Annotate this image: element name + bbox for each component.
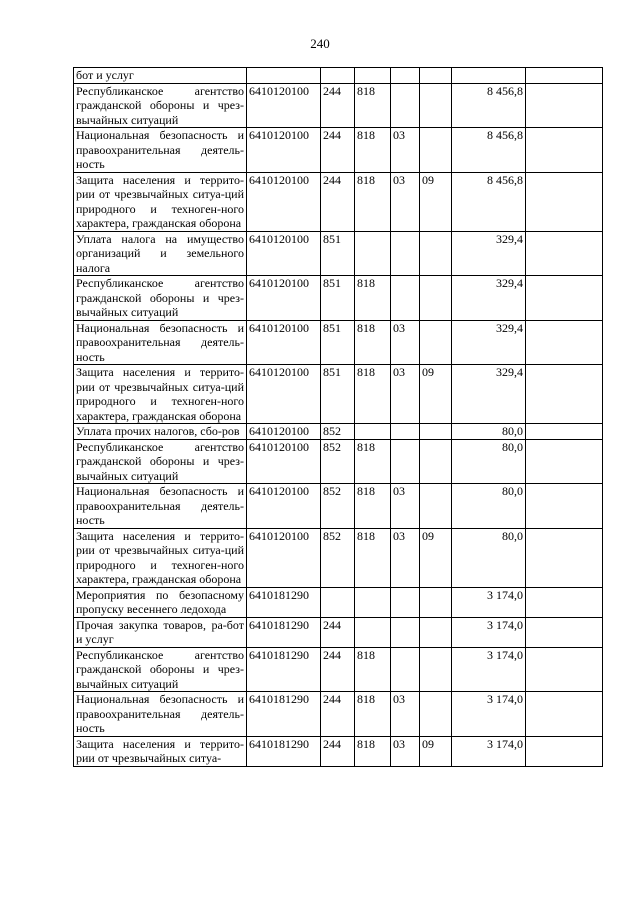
- expense-type-cell: 851: [321, 320, 355, 365]
- item-name-cell: бот и услуг: [74, 68, 247, 84]
- target-code-cell: [247, 68, 321, 84]
- item-name-cell: Уплата прочих налогов, сбо-ров: [74, 424, 247, 440]
- subsection-code-cell: [420, 439, 452, 484]
- target-code-cell: 6410120100: [247, 528, 321, 587]
- subsection-code-cell: [420, 424, 452, 440]
- expense-type-cell: [321, 587, 355, 617]
- amount-cell: 8 456,8: [452, 128, 526, 173]
- expense-type-cell: 244: [321, 83, 355, 128]
- department-code-cell: 818: [355, 320, 391, 365]
- expense-type-cell: [321, 68, 355, 84]
- item-name-cell: Защита населения и террито-рии от чрезвычайных ситуа-ций природного и техноген-ного характера, гражданская оборона: [74, 528, 247, 587]
- section-code-cell: [391, 83, 420, 128]
- extra-cell: [526, 68, 603, 84]
- item-name-cell: Национальная безопасность и правоохранительная деятель-ность: [74, 692, 247, 737]
- expense-type-cell: 244: [321, 172, 355, 231]
- subsection-code-cell: [420, 68, 452, 84]
- extra-cell: [526, 484, 603, 529]
- item-name-cell: Национальная безопасность и правоохранительная деятель-ность: [74, 320, 247, 365]
- amount-cell: 3 174,0: [452, 736, 526, 766]
- item-name-cell: Национальная безопасность и правоохранительная деятель-ность: [74, 484, 247, 529]
- extra-cell: [526, 83, 603, 128]
- item-name-cell: Республиканское агентство гражданской обороны и чрез-вычайных ситуаций: [74, 83, 247, 128]
- section-code-cell: [391, 617, 420, 647]
- section-code-cell: 03: [391, 692, 420, 737]
- subsection-code-cell: 09: [420, 365, 452, 424]
- extra-cell: [526, 365, 603, 424]
- subsection-code-cell: [420, 128, 452, 173]
- department-code-cell: 818: [355, 172, 391, 231]
- amount-cell: 80,0: [452, 424, 526, 440]
- department-code-cell: 818: [355, 647, 391, 692]
- extra-cell: [526, 128, 603, 173]
- department-code-cell: 818: [355, 365, 391, 424]
- target-code-cell: 6410181290: [247, 692, 321, 737]
- section-code-cell: 03: [391, 172, 420, 231]
- expense-type-cell: 851: [321, 276, 355, 321]
- department-code-cell: 818: [355, 128, 391, 173]
- subsection-code-cell: [420, 692, 452, 737]
- extra-cell: [526, 528, 603, 587]
- item-name-cell: Национальная безопасность и правоохранительная деятель-ность: [74, 128, 247, 173]
- extra-cell: [526, 647, 603, 692]
- table-row: [74, 83, 603, 128]
- department-code-cell: 818: [355, 528, 391, 587]
- subsection-code-cell: [420, 320, 452, 365]
- amount-cell: 3 174,0: [452, 692, 526, 737]
- target-code-cell: 6410181290: [247, 617, 321, 647]
- target-code-cell: 6410120100: [247, 128, 321, 173]
- extra-cell: [526, 617, 603, 647]
- amount-cell: 8 456,8: [452, 83, 526, 128]
- table-row: [74, 587, 603, 617]
- amount-cell: 3 174,0: [452, 587, 526, 617]
- amount-cell: 80,0: [452, 484, 526, 529]
- expense-type-cell: 851: [321, 365, 355, 424]
- table-row: [74, 528, 603, 587]
- table-row: [74, 424, 603, 440]
- amount-cell: 329,4: [452, 365, 526, 424]
- department-code-cell: 818: [355, 736, 391, 766]
- amount-cell: 3 174,0: [452, 617, 526, 647]
- item-name-cell: Республиканское агентство гражданской обороны и чрез-вычайных ситуаций: [74, 276, 247, 321]
- subsection-code-cell: 09: [420, 528, 452, 587]
- budget-table: [73, 67, 603, 767]
- section-code-cell: [391, 439, 420, 484]
- department-code-cell: [355, 231, 391, 276]
- amount-cell: 3 174,0: [452, 647, 526, 692]
- item-name-cell: Уплата налога на имущество организаций и земельного налога: [74, 231, 247, 276]
- section-code-cell: 03: [391, 736, 420, 766]
- item-name-cell: Защита населения и террито-рии от чрезвычайных ситуа-ций природного и техноген-ного характера, гражданская оборона: [74, 172, 247, 231]
- target-code-cell: 6410120100: [247, 231, 321, 276]
- department-code-cell: [355, 424, 391, 440]
- expense-type-cell: 852: [321, 528, 355, 587]
- table-body: [74, 68, 603, 767]
- table-row: [74, 736, 603, 766]
- table-row: [74, 692, 603, 737]
- department-code-cell: 818: [355, 692, 391, 737]
- extra-cell: [526, 439, 603, 484]
- subsection-code-cell: [420, 83, 452, 128]
- expense-type-cell: 851: [321, 231, 355, 276]
- target-code-cell: 6410181290: [247, 647, 321, 692]
- item-name-cell: Защита населения и террито-рии от чрезвычайных ситуа-: [74, 736, 247, 766]
- amount-cell: 329,4: [452, 320, 526, 365]
- extra-cell: [526, 320, 603, 365]
- item-name-cell: Прочая закупка товаров, ра-бот и услуг: [74, 617, 247, 647]
- extra-cell: [526, 736, 603, 766]
- target-code-cell: 6410120100: [247, 320, 321, 365]
- section-code-cell: 03: [391, 484, 420, 529]
- subsection-code-cell: [420, 484, 452, 529]
- target-code-cell: 6410120100: [247, 424, 321, 440]
- target-code-cell: 6410120100: [247, 484, 321, 529]
- department-code-cell: [355, 587, 391, 617]
- section-code-cell: [391, 587, 420, 617]
- target-code-cell: 6410181290: [247, 736, 321, 766]
- amount-cell: [452, 68, 526, 84]
- department-code-cell: 818: [355, 439, 391, 484]
- table-row: [74, 231, 603, 276]
- table-row: [74, 484, 603, 529]
- section-code-cell: 03: [391, 528, 420, 587]
- target-code-cell: 6410120100: [247, 172, 321, 231]
- target-code-cell: 6410120100: [247, 365, 321, 424]
- expense-type-cell: 244: [321, 692, 355, 737]
- expense-type-cell: 244: [321, 647, 355, 692]
- extra-cell: [526, 692, 603, 737]
- amount-cell: 329,4: [452, 276, 526, 321]
- expense-type-cell: 244: [321, 736, 355, 766]
- amount-cell: 8 456,8: [452, 172, 526, 231]
- section-code-cell: 03: [391, 128, 420, 173]
- item-name-cell: Мероприятия по безопасному пропуску весеннего ледохода: [74, 587, 247, 617]
- section-code-cell: [391, 68, 420, 84]
- item-name-cell: Республиканское агентство гражданской обороны и чрез-вычайных ситуаций: [74, 439, 247, 484]
- expense-type-cell: 244: [321, 128, 355, 173]
- expense-type-cell: 244: [321, 617, 355, 647]
- expense-type-cell: 852: [321, 439, 355, 484]
- target-code-cell: 6410120100: [247, 439, 321, 484]
- target-code-cell: 6410181290: [247, 587, 321, 617]
- department-code-cell: [355, 68, 391, 84]
- section-code-cell: [391, 231, 420, 276]
- department-code-cell: 818: [355, 276, 391, 321]
- table-row: [74, 276, 603, 321]
- extra-cell: [526, 424, 603, 440]
- subsection-code-cell: [420, 231, 452, 276]
- amount-cell: 80,0: [452, 528, 526, 587]
- target-code-cell: 6410120100: [247, 83, 321, 128]
- table-row: [74, 439, 603, 484]
- table-row: [74, 365, 603, 424]
- department-code-cell: [355, 617, 391, 647]
- subsection-code-cell: 09: [420, 172, 452, 231]
- table-row: [74, 68, 603, 84]
- item-name-cell: Защита населения и террито-рии от чрезвычайных ситуа-ций природного и техноген-ного характера, гражданская оборона: [74, 365, 247, 424]
- department-code-cell: 818: [355, 484, 391, 529]
- table-row: [74, 647, 603, 692]
- section-code-cell: 03: [391, 320, 420, 365]
- expense-type-cell: 852: [321, 484, 355, 529]
- extra-cell: [526, 172, 603, 231]
- table-row: [74, 172, 603, 231]
- table-row: [74, 128, 603, 173]
- item-name-cell: Республиканское агентство гражданской обороны и чрез-вычайных ситуаций: [74, 647, 247, 692]
- target-code-cell: 6410120100: [247, 276, 321, 321]
- subsection-code-cell: [420, 647, 452, 692]
- extra-cell: [526, 587, 603, 617]
- table-row: [74, 320, 603, 365]
- section-code-cell: [391, 647, 420, 692]
- extra-cell: [526, 231, 603, 276]
- subsection-code-cell: [420, 587, 452, 617]
- expense-type-cell: 852: [321, 424, 355, 440]
- section-code-cell: [391, 424, 420, 440]
- page-number: 240: [310, 36, 330, 51]
- subsection-code-cell: [420, 617, 452, 647]
- section-code-cell: [391, 276, 420, 321]
- subsection-code-cell: 09: [420, 736, 452, 766]
- subsection-code-cell: [420, 276, 452, 321]
- department-code-cell: 818: [355, 83, 391, 128]
- extra-cell: [526, 276, 603, 321]
- section-code-cell: 03: [391, 365, 420, 424]
- amount-cell: 329,4: [452, 231, 526, 276]
- amount-cell: 80,0: [452, 439, 526, 484]
- table-row: [74, 617, 603, 647]
